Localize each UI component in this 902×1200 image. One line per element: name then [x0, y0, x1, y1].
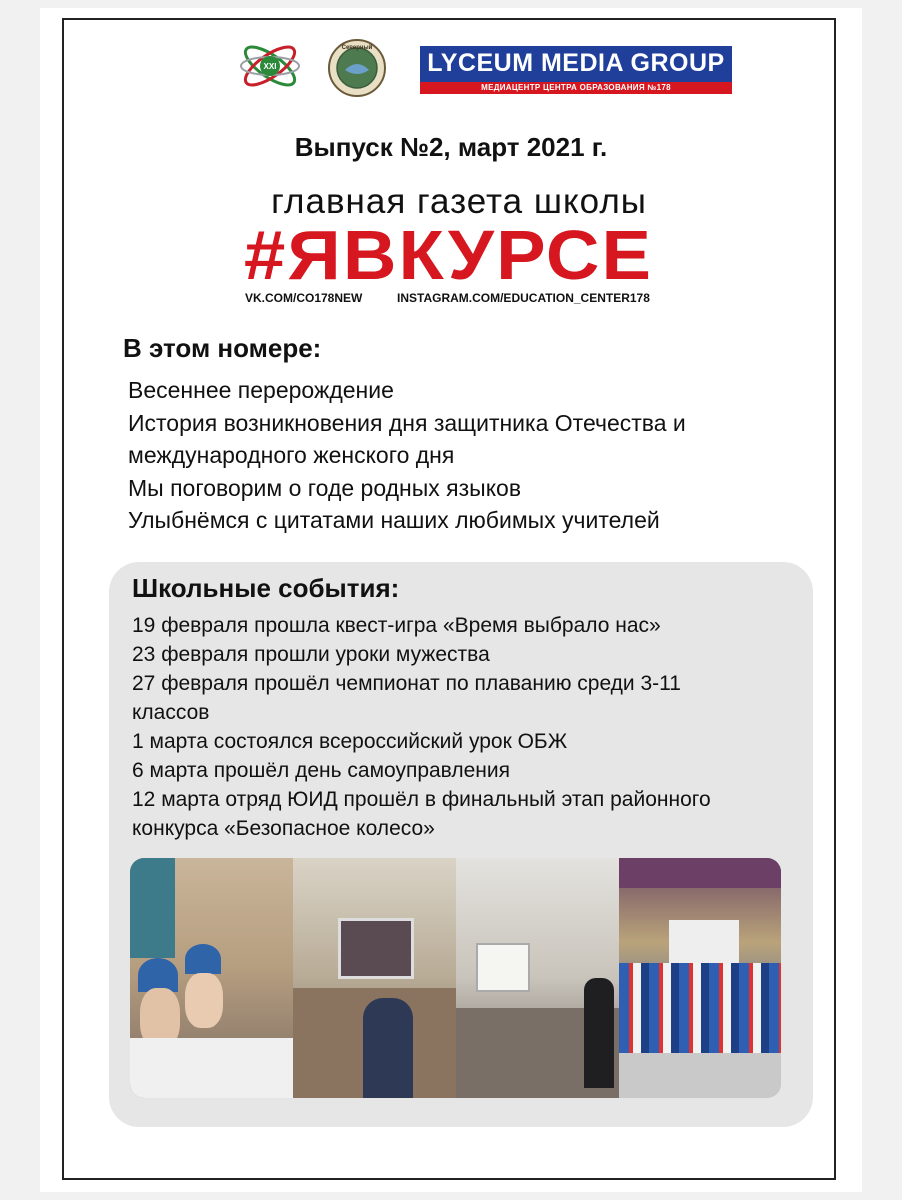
logo-row — [0, 36, 902, 98]
vk-link[interactable]: VK.COM/CO178NEW — [245, 291, 363, 305]
instagram-link[interactable]: INSTAGRAM.COM/EDUCATION_CENTER178 — [397, 291, 650, 305]
student-shape — [363, 998, 413, 1098]
issue-number: Выпуск №2, март 2021 г. — [294, 132, 608, 162]
events-list — [132, 611, 772, 843]
stage-screen-shape — [669, 920, 739, 965]
events-heading: Школьные события: — [132, 573, 400, 603]
floor-shape — [619, 1053, 781, 1098]
event-item: конкурса «Безопасное колесо» — [132, 817, 435, 840]
atom-logo-text: XXI — [263, 62, 277, 71]
teacher-shape — [584, 978, 614, 1088]
seal-text: Северный — [341, 45, 373, 51]
contents-heading: В этом номере: — [123, 333, 322, 363]
newspaper-subtitle: главная газета школы — [271, 182, 647, 221]
photo-classroom-teacher — [456, 858, 619, 1098]
event-item: 23 февраля прошли уроки мужества — [132, 643, 490, 666]
contents-item: Весеннее перерождение — [128, 377, 394, 403]
window-shape — [476, 943, 530, 992]
atom-logo-icon — [238, 36, 302, 96]
photo-assembly-hall — [619, 858, 781, 1098]
media-group-subtitle: МЕДИАЦЕНТР ЦЕНТРА ОБРАЗОВАНИЯ №178 — [420, 82, 732, 94]
contents-item: международного женского дня — [128, 442, 455, 468]
masthead-title: #ЯВКУРСЕ — [244, 216, 654, 294]
photo-lesson-screen — [293, 858, 456, 1098]
curtain-shape — [619, 858, 781, 888]
lyceum-media-group-logo — [420, 46, 732, 94]
event-item: классов — [132, 701, 210, 724]
school-seal-icon — [327, 38, 387, 98]
contents-item: История возникновения дня защитника Отечества и — [128, 409, 686, 436]
event-item: 1 марта состоялся всероссийский урок ОБЖ — [132, 730, 568, 753]
contents-item: Мы поговорим о годе родных языков — [128, 474, 522, 501]
event-item: 27 февраля прошёл чемпионат по плаванию среди 3-11 — [132, 672, 681, 695]
screen-shape — [338, 918, 414, 979]
photo-classroom-students — [130, 858, 293, 1098]
crowd-shape — [619, 963, 781, 1053]
contents-item: Улыбнёмся с цитатами наших любимых учителей — [128, 507, 660, 533]
contents-list — [128, 374, 788, 537]
beret-shape — [138, 958, 178, 992]
poster-decor — [130, 858, 175, 958]
photo-collage — [130, 858, 781, 1098]
face-shape — [185, 973, 223, 1028]
beret-shape — [185, 944, 221, 974]
media-group-title: LYCEUM MEDIA GROUP — [427, 49, 725, 77]
shirts-shape — [130, 1038, 293, 1098]
event-item: 12 марта отряд ЮИД прошёл в финальный этап районного — [132, 788, 711, 811]
event-item: 19 февраля прошла квест-игра «Время выбрало нас» — [132, 614, 661, 637]
event-item: 6 марта прошёл день самоуправления — [132, 759, 510, 782]
